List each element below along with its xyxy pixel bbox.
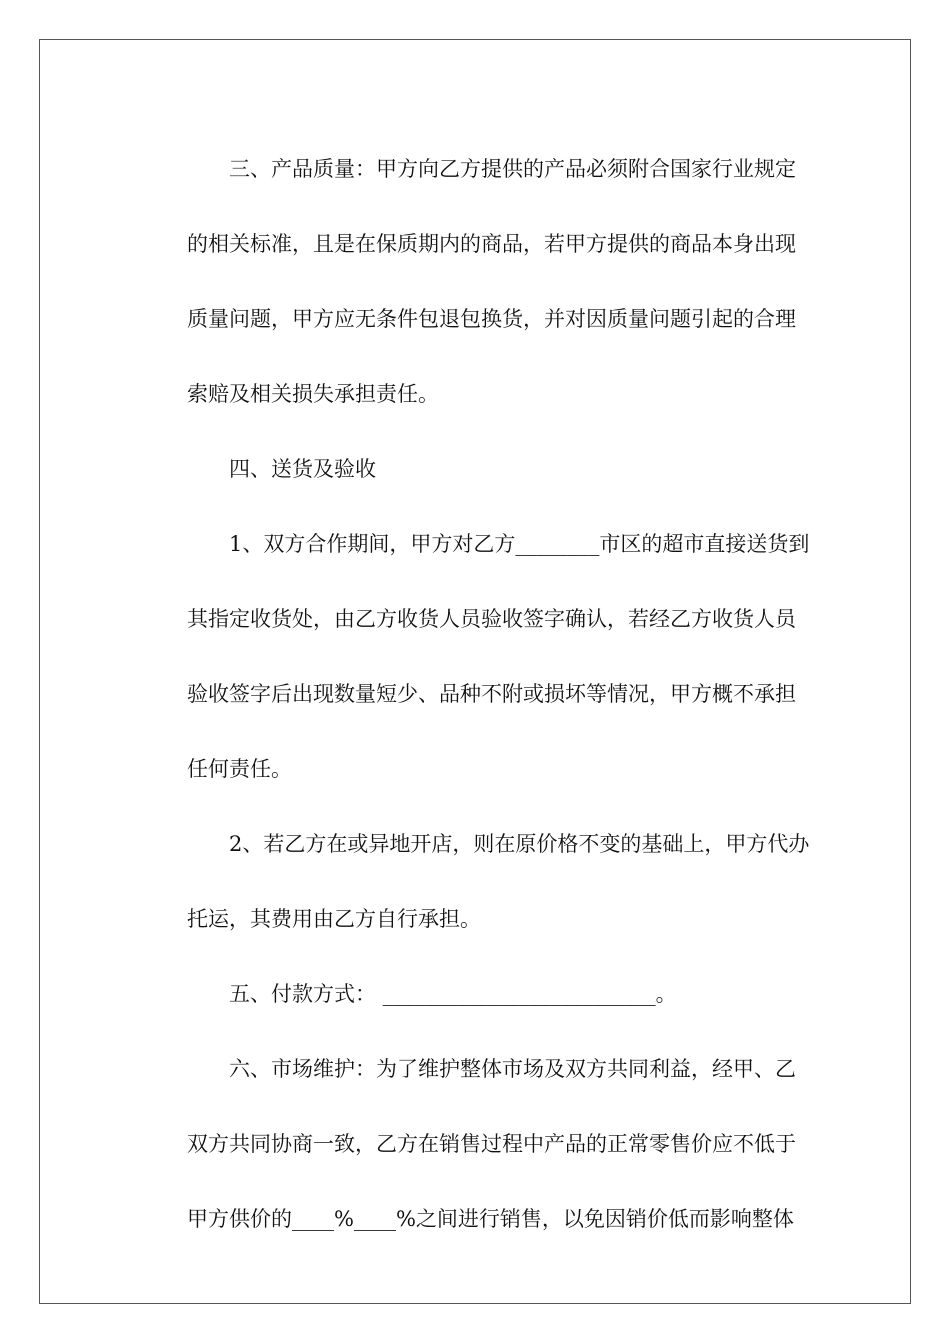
section-heading-delivery — [145, 432, 815, 507]
text-line: 甲方供价的____%____%之间进行销售，以免因销价低而影响整体 — [187, 1207, 794, 1231]
paragraph-delivery-1 — [145, 507, 815, 807]
text-line: 五、付款方式： __________________________。 — [229, 982, 677, 1006]
text-line: 的相关标准，且是在保质期内的商品，若甲方提供的商品本身出现 — [187, 232, 796, 256]
text-line: 2、若乙方在或异地开店，则在原价格不变的基础上，甲方代办 — [229, 832, 810, 856]
text-line: 六、市场维护：为了维护整体市场及双方共同利益，经甲、乙 — [229, 1057, 796, 1081]
text-line: 其指定收货处，由乙方收货人员验收签字确认，若经乙方收货人员 — [187, 607, 796, 631]
text-line: 托运，其费用由乙方自行承担。 — [187, 907, 481, 931]
text-line: 三、产品质量：甲方向乙方提供的产品必须附合国家行业规定 — [229, 157, 796, 181]
text-line: 双方共同协商一致，乙方在销售过程中产品的正常零售价应不低于 — [187, 1132, 796, 1156]
paragraph-product-quality — [145, 132, 815, 432]
text-line: 质量问题，甲方应无条件包退包换货，并对因质量问题引起的合理 — [187, 307, 796, 331]
text-line: 验收签字后出现数量短少、品种不附或损坏等情况，甲方概不承担 — [187, 682, 796, 706]
paragraph-delivery-2 — [145, 807, 815, 957]
paragraph-payment — [145, 957, 815, 1032]
text-line: 任何责任。 — [187, 757, 292, 781]
document-body — [145, 132, 815, 1257]
text-line: 四、送货及验收 — [229, 457, 376, 481]
paragraph-market-maintenance — [145, 1032, 815, 1257]
text-line: 1、双方合作期间，甲方对乙方________市区的超市直接送货到 — [229, 532, 810, 556]
text-line: 索赔及相关损失承担责任。 — [187, 382, 439, 406]
